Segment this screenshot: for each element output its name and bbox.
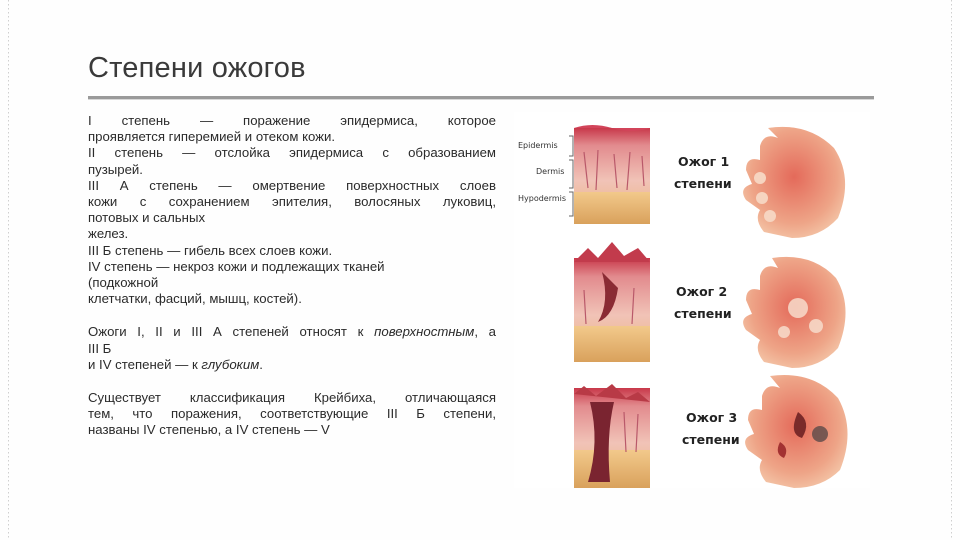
degree-1-line: I степень — поражение эпидермиса, которое xyxy=(88,113,496,128)
dermis-label: Dermis xyxy=(536,167,565,176)
epidermis-label: Epidermis xyxy=(518,141,558,150)
classification-line1: Ожоги I, II и III А степеней относят к поверхностным, а xyxy=(88,324,496,340)
degree-3a-line: III А степень — омертвение поверхностных слоев xyxy=(88,177,496,193)
left-border xyxy=(8,0,9,540)
layer-labels xyxy=(518,136,573,216)
title-divider xyxy=(88,96,874,100)
page-title: Степени ожогов xyxy=(88,52,306,84)
burn-label-3 xyxy=(682,410,740,447)
skin-section-2 xyxy=(574,242,650,362)
hand-burn-1 xyxy=(743,127,845,238)
degree-3a-line4: желез. xyxy=(88,226,129,242)
svg-text:степени: степени xyxy=(674,176,732,191)
body-text xyxy=(88,113,496,439)
svg-text:Ожог 1: Ожог 1 xyxy=(678,154,730,169)
skin-section-1 xyxy=(574,125,650,224)
hand-burn-2 xyxy=(743,257,845,368)
right-border xyxy=(951,0,952,540)
burn-label-1 xyxy=(674,154,732,191)
degree-4-line3: клетчатки, фасций, мышц, костей). xyxy=(88,291,302,307)
degree-4-line: IV степень — некроз кожи и подлежащих тканей xyxy=(88,258,385,274)
degree-4-line2: (подкожной xyxy=(88,275,159,291)
svg-text:Ожог 2: Ожог 2 xyxy=(676,284,728,299)
skin-section-3 xyxy=(574,384,650,488)
degree-3a-line3: потовых и сальных xyxy=(88,210,206,226)
burn-label-2 xyxy=(674,284,732,321)
svg-text:Ожог 3: Ожог 3 xyxy=(686,410,738,425)
classification-line2: III Б xyxy=(88,340,112,356)
degree-3b-line: III Б степень — гибель всех слоев кожи. xyxy=(88,242,333,258)
hypodermis-label: Hypodermis xyxy=(518,194,567,203)
burn-illustration xyxy=(514,112,870,488)
kreibich-line3: названы IV степенью, а IV степень — V xyxy=(88,422,330,438)
kreibich-line2: тем, что поражения, соответствующие III Б степени, xyxy=(88,406,496,422)
degree-2-line2: пузырей. xyxy=(88,161,143,177)
degree-1-line2: проявляется гиперемией и отеком кожи. xyxy=(88,129,336,145)
kreibich-line1: Существует классификация Крейбиха, отличающаяся xyxy=(88,390,496,406)
degree-2-line: II степень — отслойка эпидермиса с образованием xyxy=(88,145,496,161)
degree-3a-line2: кожи с сохранением эпителия, волосяных луковиц, xyxy=(88,194,496,210)
classification-line3: и IV степеней — к глубоким. xyxy=(88,356,263,372)
hand-burn-3 xyxy=(745,375,847,488)
svg-text:степени: степени xyxy=(682,432,740,447)
svg-text:степени: степени xyxy=(674,306,732,321)
